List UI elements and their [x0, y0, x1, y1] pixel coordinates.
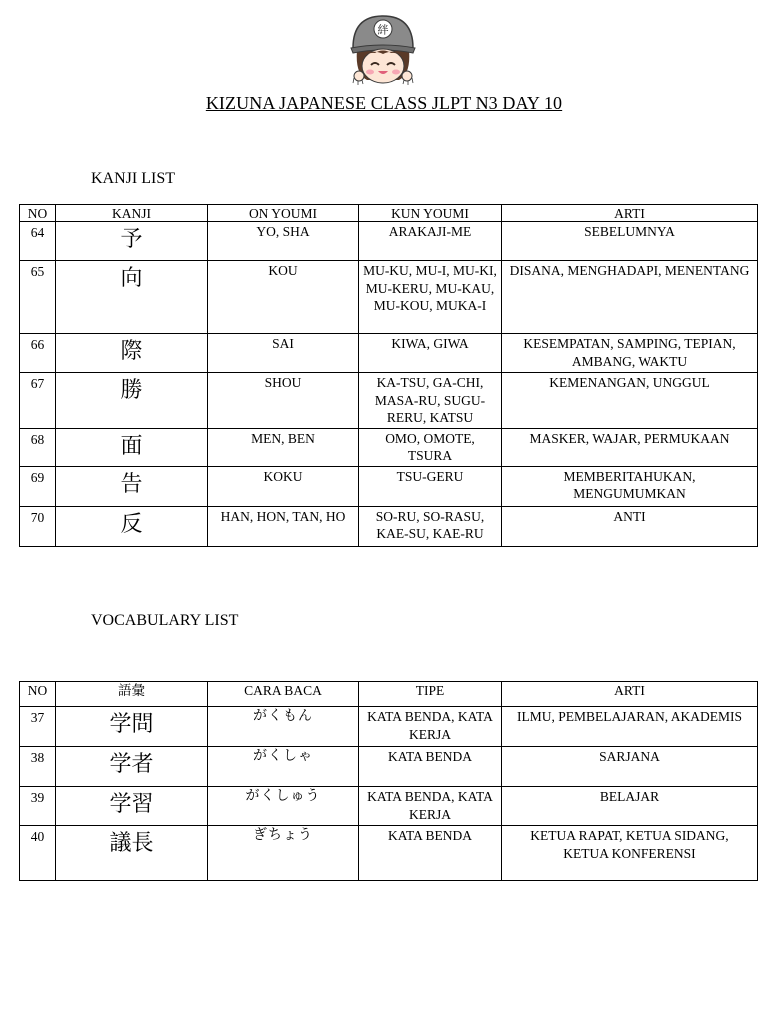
row-arti: ILMU, PEMBELAJARAN, AKADEMIS: [502, 707, 758, 747]
row-no: 70: [20, 506, 56, 546]
row-arti: KEMENANGAN, UNGGUL: [502, 373, 758, 429]
vocab-table-header: [20, 682, 758, 707]
row-arti: SARJANA: [502, 747, 758, 787]
kanji-table-header: [20, 205, 758, 222]
header-vocabulary: 語彙: [56, 682, 208, 707]
row-type: KATA BENDA: [359, 747, 502, 787]
row-kun-youmi: KIWA, GIWA: [359, 334, 502, 373]
kizuna-logo: [347, 12, 419, 88]
row-kun-youmi: TSU-GERU: [359, 466, 502, 506]
row-no: 64: [20, 222, 56, 261]
kanji-list-label: KANJI LIST: [91, 170, 175, 187]
row-type: KATA BENDA: [359, 826, 502, 881]
table-row: [20, 373, 758, 429]
row-kun-youmi: MU-KU, MU-I, MU-KI, MU-KERU, MU-KAU, MU-KOU, MUKA-I: [359, 261, 502, 334]
row-reading: がくしゃ: [208, 747, 359, 787]
row-on-youmi: SHOU: [208, 373, 359, 429]
row-kun-youmi: OMO, OMOTE, TSURA: [359, 428, 502, 466]
row-no: 65: [20, 261, 56, 334]
row-no: 39: [20, 787, 56, 826]
row-kanji: 反: [56, 506, 208, 546]
row-word: 学問: [56, 707, 208, 747]
row-no: 38: [20, 747, 56, 787]
table-row: [20, 334, 758, 373]
table-row: [20, 787, 758, 826]
row-arti: KESEMPATAN, SAMPING, TEPIAN, AMBANG, WAKTU: [502, 334, 758, 373]
row-on-youmi: YO, SHA: [208, 222, 359, 261]
row-no: 68: [20, 428, 56, 466]
row-arti: KETUA RAPAT, KETUA SIDANG, KETUA KONFERENSI: [502, 826, 758, 881]
header-no: NO: [20, 682, 56, 707]
row-kun-youmi: ARAKAJI-ME: [359, 222, 502, 261]
row-arti: DISANA, MENGHADAPI, MENENTANG: [502, 261, 758, 334]
table-row: [20, 826, 758, 881]
table-row: [20, 747, 758, 787]
row-no: 67: [20, 373, 56, 429]
row-reading: がくしゅう: [208, 787, 359, 826]
row-kun-youmi: SO-RU, SO-RASU, KAE-SU, KAE-RU: [359, 506, 502, 546]
logo-badge-text: 絆: [377, 24, 389, 37]
row-type: KATA BENDA, KATA KERJA: [359, 707, 502, 747]
table-row: [20, 428, 758, 466]
row-word: 学習: [56, 787, 208, 826]
row-on-youmi: KOKU: [208, 466, 359, 506]
table-row: [20, 707, 758, 747]
row-on-youmi: SAI: [208, 334, 359, 373]
header-arti: ARTI: [502, 205, 758, 222]
row-word: 学者: [56, 747, 208, 787]
header-kanji: KANJI: [56, 205, 208, 222]
document-title: KIZUNA JAPANESE CLASS JLPT N3 DAY 10: [205, 93, 563, 113]
row-arti: SEBELUMNYA: [502, 222, 758, 261]
row-no: 40: [20, 826, 56, 881]
vocabulary-list-label: VOCABULARY LIST: [91, 612, 239, 629]
row-kanji: 向: [56, 261, 208, 334]
row-on-youmi: HAN, HON, TAN, HO: [208, 506, 359, 546]
row-reading: ぎちょう: [208, 826, 359, 881]
table-row: [20, 261, 758, 334]
row-kanji: 面: [56, 428, 208, 466]
row-kanji: 際: [56, 334, 208, 373]
table-row: [20, 222, 758, 261]
row-kanji: 予: [56, 222, 208, 261]
header-arti: ARTI: [502, 682, 758, 707]
row-on-youmi: MEN, BEN: [208, 428, 359, 466]
row-reading: がくもん: [208, 707, 359, 747]
row-kanji: 勝: [56, 373, 208, 429]
header-cara-baca: CARA BACA: [208, 682, 359, 707]
header-no: NO: [20, 205, 56, 222]
row-no: 66: [20, 334, 56, 373]
row-type: KATA BENDA, KATA KERJA: [359, 787, 502, 826]
header-tipe: TIPE: [359, 682, 502, 707]
row-arti: MASKER, WAJAR, PERMUKAAN: [502, 428, 758, 466]
row-arti: BELAJAR: [502, 787, 758, 826]
row-no: 69: [20, 466, 56, 506]
table-row: [20, 506, 758, 546]
row-no: 37: [20, 707, 56, 747]
kanji-table: [19, 204, 758, 547]
table-row: [20, 466, 758, 506]
header-kun-youmi: KUN YOUMI: [359, 205, 502, 222]
vocabulary-table: [19, 681, 758, 881]
row-arti: MEMBERITAHUKAN, MENGUMUMKAN: [502, 466, 758, 506]
row-kanji: 告: [56, 466, 208, 506]
row-kun-youmi: KA-TSU, GA-CHI, MASA-RU, SUGU-RERU, KATSU: [359, 373, 502, 429]
row-arti: ANTI: [502, 506, 758, 546]
row-on-youmi: KOU: [208, 261, 359, 334]
row-word: 議長: [56, 826, 208, 881]
header-on-youmi: ON YOUMI: [208, 205, 359, 222]
